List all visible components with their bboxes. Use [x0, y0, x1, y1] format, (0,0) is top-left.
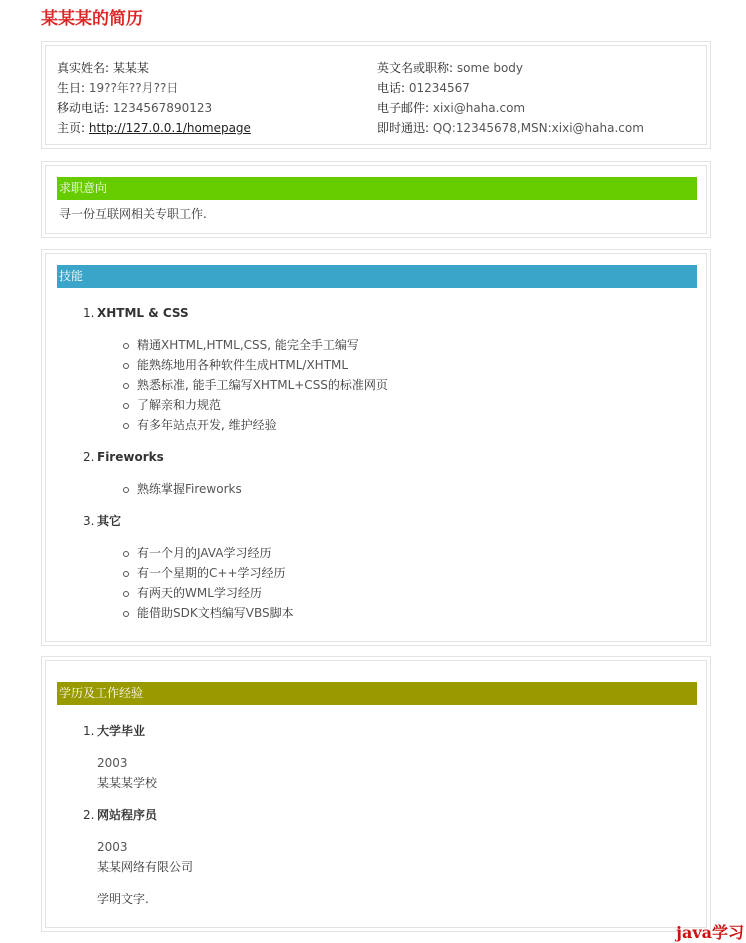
list-item: 能借助SDK文档编写VBS脚本 [121, 603, 294, 623]
email-field: 电子邮件: xixi@haha.com [377, 101, 526, 115]
education-heading: 学历及工作经验 [57, 682, 697, 705]
education-entry-org: 某某网络有限公司 [97, 860, 194, 874]
list-item: 熟练掌握Fireworks [121, 479, 242, 499]
list-item: 有一个星期的C++学习经历 [121, 563, 294, 583]
real-name-field: 真实姓名: 某某某 [57, 61, 149, 75]
skills-box [41, 249, 711, 646]
skill-group-title: 2. Fireworks [83, 450, 164, 464]
english-name-field: 英文名或职称: some body [377, 61, 524, 75]
page-title: 某某某的简历 [41, 9, 143, 29]
mobile-field: 移动电话: 1234567890123 [57, 101, 213, 115]
skill-group-title: 1. XHTML & CSS [83, 306, 189, 320]
list-item: 精通XHTML,HTML,CSS, 能完全手工编写 [121, 335, 388, 355]
bullet-icon [123, 487, 129, 493]
education-entry-title: 1. 大学毕业 [83, 724, 146, 738]
birthday-field: 生日: 19??年??月??日 [57, 81, 179, 95]
watermark: java学习 [676, 923, 744, 942]
education-entry-title: 2. 网站程序员 [83, 808, 158, 822]
list-item: 有两天的WML学习经历 [121, 583, 294, 603]
bullet-icon [123, 343, 129, 349]
homepage-link[interactable]: http://127.0.0.1/homepage [88, 121, 251, 135]
skill-list [121, 335, 388, 435]
education-box [41, 656, 711, 932]
skill-group-title: 3. 其它 [83, 514, 122, 528]
objective-heading: 求职意向 [57, 177, 697, 200]
skills-heading: 技能 [57, 265, 697, 288]
list-item: 有一个月的JAVA学习经历 [121, 543, 294, 563]
list-item: 有多年站点开发, 维护经验 [121, 415, 388, 435]
personal-info-grid [57, 58, 697, 138]
list-item: 熟悉标准, 能手工编写XHTML+CSS的标准网页 [121, 375, 388, 395]
education-entry-year: 2003 [97, 756, 128, 770]
skill-list [121, 543, 294, 623]
education-entry-org: 某某某学校 [97, 776, 158, 790]
objective-box [41, 161, 711, 238]
bullet-icon [123, 423, 129, 429]
list-item: 了解亲和力规范 [121, 395, 388, 415]
bullet-icon [123, 363, 129, 369]
education-entry-note: 学明文字. [97, 892, 149, 906]
list-item: 能熟练地用各种软件生成HTML/XHTML [121, 355, 388, 375]
bullet-icon [123, 571, 129, 577]
education-entry-year: 2003 [97, 840, 128, 854]
phone-field: 电话: 01234567 [377, 81, 470, 95]
homepage-field: 主页: http://127.0.0.1/homepage [57, 121, 251, 135]
personal-info-box [41, 41, 711, 149]
bullet-icon [123, 551, 129, 557]
bullet-icon [123, 611, 129, 617]
skill-list [121, 479, 242, 499]
im-field: 即时通迅: QQ:12345678,MSN:xixi@haha.com [377, 121, 644, 135]
bullet-icon [123, 591, 129, 597]
bullet-icon [123, 403, 129, 409]
objective-text: 寻一份互联网相关专职工作. [59, 207, 207, 221]
bullet-icon [123, 383, 129, 389]
